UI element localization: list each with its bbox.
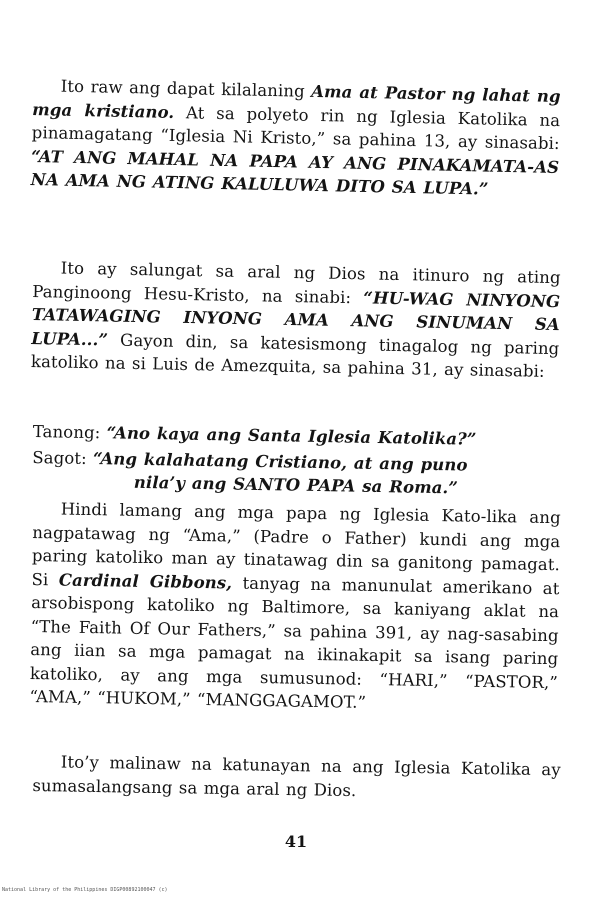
p1-text-2: At sa polyeto rin ng Iglesia Katolika na pinamagatang “Iglesia Ni Kristo,” sa pahina 13, ay sinasabi: <box>31 102 561 154</box>
paragraph-1 <box>31 74 561 203</box>
paragraph-4 <box>32 750 561 805</box>
paragraph-2 <box>31 256 561 384</box>
answer-line <box>32 445 561 501</box>
question-text: “Ano kaya ang Santa Iglesia Katolika?” <box>106 423 477 449</box>
paragraph-4-text <box>32 750 561 805</box>
p1-italic-1: Ama at Pastor ng lahat ng mga kristiano. <box>32 81 561 122</box>
paragraph-2-text <box>31 256 561 384</box>
question-answer <box>32 420 561 502</box>
paragraph-3-text <box>29 497 561 718</box>
footer-watermark: National Library of the Philippines DIGP00892100047 (c) <box>2 887 168 893</box>
p2-text-2: Gayon din, sa katesismong tinagalog ng paring katoliko na si Luis de Amezquita, sa pahina 31, ay sinasabi: <box>30 329 560 381</box>
paragraph-3 <box>29 497 561 718</box>
answer-label: Sagot: <box>32 447 94 468</box>
question-label: Tanong: <box>32 421 107 443</box>
p3-italic-1: Cardinal Gibbons, <box>58 569 233 592</box>
p1-text-1: Ito raw ang dapat kilalaning <box>60 76 312 101</box>
p1-italic-2: “AT ANG MAHAL NA PAPA AY ANG PINAKAMATA-AS NA AMA NG ATING KALULUWA DITO SA LUPA.” <box>30 146 560 199</box>
page-number: 41 <box>284 832 308 851</box>
answer-text-1: “Ang kalahatang Cristiano, at ang puno <box>92 448 468 475</box>
answer-text-2: nila’y ang SANTO PAPA sa Roma.” <box>133 472 459 498</box>
p3-text-1: Hindi lamang ang mga papa ng Iglesia Kato-lika ang nagpatawag ng “Ama,” (Padre o Father) kundi ang mga paring katoliko man ay tinatawag din sa ganitong pamagat. Si <box>31 499 561 589</box>
paragraph-1-text <box>31 74 561 203</box>
p2-italic-1: “HU-WAG NINYONG TATAWAGING INYONG AMA ANG SINUMAN SA LUPA...” <box>31 287 561 349</box>
p2-text-1: Ito ay salungat sa aral ng Dios na itinuro ng ating Panginoong Hesu-Kristo, na sinabi: <box>32 258 561 307</box>
p4-text-1: Ito’y malinaw na katunayan na ang Iglesia Katolika ay sumasalangsang sa mga aral ng Dios. <box>32 752 561 800</box>
p3-text-2: tanyag na manunulat amerikano at arsobispong katoliko ng Baltimore, sa kaniyang aklat na “The Faith Of Our Fathers,” sa pahina 391, ay nag-sasabing ang iian sa mga pamagat na ikinakapit sa isang paring katoliko, ay ang mga sumusunod: “HARI,” “PASTOR,” “AMA,” “HUKOM,” “MANGGAGAMOT.” <box>29 572 560 712</box>
